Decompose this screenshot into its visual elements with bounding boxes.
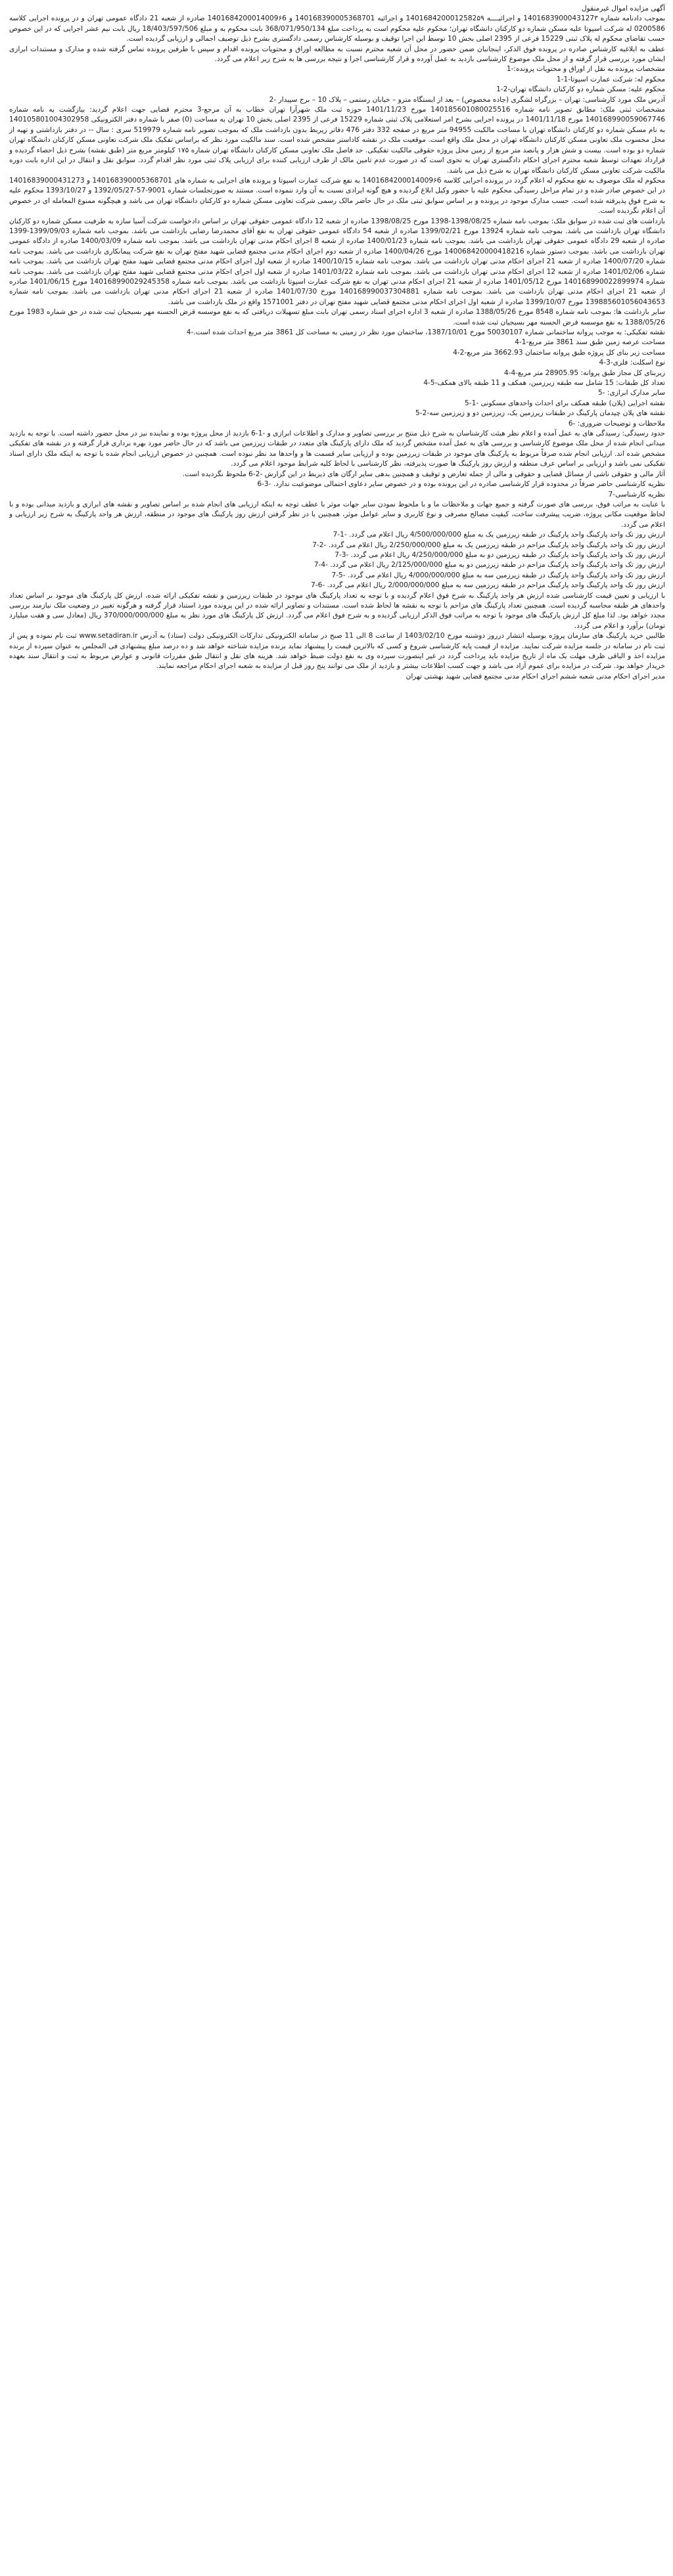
- notice-paragraph: مساحت زیر بنای کل پروژه طبق پروانه ساختمان 3662.93 متر مربع-2-4: [453, 348, 665, 357]
- notice-paragraph: ارزش روز تک واحد پارکینگ واحد پارکینگ در طبقه زیرزمین سه به مبلغ 4/000/000/000 ریال اعلام می گردد. -5-7: [331, 571, 665, 579]
- notice-paragraph: با عنایت به مراتب فوق، بررسی های صورت گرفته و جمیع جهات و ملاحظات ما و با ملحوظ نمودن سایر جهات موثر با عطف توجه به اینکه ارزیابی های انجام شده بر اساس تصاویر و نقشه های ابرازی و بازدید میدانی بوده و با لحاظ موقعیت مکانی پروژه، ضریب پیشرفت ساخت، کیفیت مصالح مصرفی و نوع کاربری و سایر عوامل موثر، همچنین با در نظر گرفتن ارزش روز پارکینگ های موجود در منطقه، ارزش هر واحد پارکینگ به شرح زیر ارزیابی و اعلام می گردد.: [9, 500, 665, 529]
- notice-paragraph: بموجب دادنامه شماره 1401683900043127۳ و اجرائیــــه 1401684200012582۵۹ و اجرائیه 140168390005368701 و 1401684200014009۶6 صادره از شعبه 21 دادگاه عمومی تهران و در پرونده اجرایی کلاسه 0200586 له شرکت اسپوتا علیه مسکن شماره دو کارکنان دانشگاه تهران؛ محکوم علیه محکوم است به پرداخت مبلغ 368/071/950/134 بابت محکوم به و مبلغ 18/403/597/506 ریال بابت نیم عشر اجرایی که در این خصوص حسب تقاضای محکوم له پلاک ثبتی 15229 فرعی از 2395 اصلی بخش 10 توسط این اجرا توقیف و بوسیله کارشناس رسمی دادگستری بشرح ذیل توصیف اجمالی و ارزیابی گردیده است.: [9, 14, 666, 43]
- notice-paragraph: مشخصات ثبتی ملک: مطابق تصویر نامه شماره 140185601080025516 مورخ 1401/11/23 حوزه ثبت ملک شهرآرا تهران خطاب به آن مرجع-3 محترم قضایی جهت اعلام گردید: بیازگشت به نامه شماره 140168990059067746 مورخ 1401/11/18 در پرونده اجرایی بشرح امر استعلامی پلاک ثبتی شماره 15229 فرعی از 2395 اصلی بخش 10 تهران به مساحت (0) صفر با شماره دفتر الکترونیکی 140105801004302958 به نام مسکن شماره دو کارکنان دانشگاه تهران با مساحت مالکیت 94955 متر مربع در صفحه 332 دفتر 476 دفاتر زیربط بدون بازداشت ملک که بموجب تصویر نامه شماره 519979 سری : سال -- در دفتر بازداشتی و تهیه از محل محسوب ملک تعاونی مسکن کارکنان دانشگاه تهران در محل ملک واقع است. موقعیت ملک در نقشه کاداستر مشخص شده است. سند مالکیت مورد نظر که براساس تفکیک ملک شرکت تعاونی مسکن کارکنان دانشگاه تهران شماره دو بوده است. بیست و شش هزار و پانصد متر مربع از زمین محل پروژه حقوقی مالکیت تفکیکی. حد فاصل ملک تعاونی مسکن کارکنان دانشگاه تهران شماره ۱۷۵ کیلومتر مربع متر (طبق نقشه) بشرح ذیل احصاء گردیده و قرارداد تعهدات توسط شعبه محترم اجرای احکام دادگستری تهران به نحوی است که در صورت عدم تامین مالک از طرف ارزیابی کننده برای ارزیابی پلاک ثبتی مورد نظر اقدام گردد. سوابق نقل و انتقال در این اداره بابت دوره مالکیت شرکت تعاونی مسکن کارکنان دانشگاه تهران به شرح ذیل می باشد.: [9, 106, 666, 175]
- notice-paragraph: ارزش روز تک واحد پارکینگ واحد پارکینگ مزاحم در طبقه زیرزمین سه به مبلغ 2/000/000/000 ریال اعلام می گردد. -6-7: [311, 581, 665, 590]
- notice-paragraph: ارزش روز تک واحد پارکینگ واحد پارکینگ مزاحم در طبقه زیرزمین یک به مبلغ 2/250/000/000 ریال اعلام می گردد. -2-7: [312, 541, 665, 549]
- notice-paragraph: آثار مالی و حقوقی ناشی از مسائل قضایی و حقوقی و مالی از جمله تعارض و توقیف و همچنین بدهی سایر ارگان های ذیربط در این گزارش -2-6 ملحوظ نگردیده است.: [182, 470, 665, 478]
- notice-title: آگهی مزایده اموال غیرمنقول: [581, 5, 665, 12]
- notice-paragraph: تعداد کل طبقات: 15 شامل سه طبقه زیرزمین، همکف و 11 طبقه بالای همکف-5-4: [423, 379, 665, 388]
- auction-notice: [0, 0, 673, 682]
- notice-paragraph: سایر مدارک ابرازی: -5: [597, 389, 665, 397]
- notice-paragraph: ارزش روز تک واحد پارکینگ واحد پارکینگ در طبقه زیرزمین دو به مبلغ 4/250/000/000 ریال اعلام می گردد. -3-7: [335, 550, 665, 559]
- notice-paragraph: مشخصات پرونده به نقل از اوراق و محتویات پرونده:-1: [506, 65, 665, 74]
- notice-paragraph: نقشه اجرایی (پلان) طبقه همکف برای احداث واحدهای مسکونی -1-5: [465, 399, 665, 407]
- notice-paragraph: نقشه تفکیکی: به موجب پروانه ساختمانی شماره 50030107 مورخ 1387/10/01، ساختمان مورد نظر در زمینی به مساحت کل 3861 متر مربع احداث شده است.-4: [186, 328, 665, 336]
- notice-paragraph: مساحت عرصه زمین طبق سند 3861 متر مربع-1-4: [515, 338, 665, 347]
- notice-paragraph: نقشه های پلان چیدمان پارکینگ در طبقات زیرزمین یک، زیرزمین دو و زیرزمین سه-2-5: [415, 409, 665, 418]
- notice-paragraph: محکوم علیه: مسکن شماره دو کارکنان دانشگاه تهران-2-1: [496, 85, 665, 94]
- notice-paragraph: نوع اسکلت: فلزی-3-4: [599, 359, 665, 367]
- notice-paragraph: محکوم له: شرکت عمارت اسپوتا-1-1: [556, 75, 665, 83]
- notice-paragraph: ارزش روز تک واحد پارکینگ واحد پارکینگ در طبقه زیرزمین یک به مبلغ 4/500/000/000 ریال اعلام می گردد. -1-7: [333, 531, 665, 539]
- notice-paragraph: آدرس ملک مورد کارشناسی: تهران – بزرگراه لشگری (جاده مخصوص) – بعد از ایستگاه مترو – خیابان رستمی – پلاک 10 – برج سپیدار -2: [269, 95, 665, 104]
- notice-paragraph: ملاحظات و توضیحات ضروری: -6: [568, 419, 665, 428]
- notice-paragraph: مدیر اجرای احکام مدنی شعبه ششم اجرای احکام مدنی مجتمع قضایی شهید بهشتی تهران: [406, 672, 665, 680]
- notice-paragraph: ارزش روز تک واحد پارکینگ واحد پارکینگ مزاحم در طبقه زیرزمین دو به مبلغ 2/125/000/000 ریال اعلام می گردد. -4-7: [313, 561, 665, 569]
- notice-paragraph: نظریه کارشناسی-7: [608, 490, 665, 499]
- notice-paragraph: عطف به ابلاغیه کارشناس صادره در پرونده فوق الذکر، اینجانبان ضمن حضور در محل آن شعبه محترم نسبت به مطالعه اوراق و محتویات پرونده اقدام و سپس با طرفین پرونده تماس گرفته شده و مدارک و مستندات ابرازی ایشان مورد بررسی قرار گرفته و از محل ملک موضوع کارشناسی بازدید به عمل آورده و قرار کارشناسی اجرا و نتیجه بررسی ها به شرح زیر اعلام می گردد.: [9, 45, 665, 64]
- notice-paragraph: با ارزیابی و تعیین قیمت کارشناسی شده ارزش هر واحد پارکینگ به شرح فوق اعلام گردیده و با توجه به تعداد پارکینگ های موجود در طبقات زیرزمین و نقشه تفکیکی ارائه شده، ارزش کل پارکینگ های موجود بر اساس تعداد واحدهای هر طبقه محاسبه گردیده است. همچنین تعداد پارکینگ های مزاحم با توجه به نقشه ها لحاظ شده است. مستندات و تصاویر ارائه شده در این پرونده مورد استناد قرار گرفته و هرگونه تغییر در وضعیت ملک نیازمند بررسی مجدد خواهد بود. لذا مبلغ کل ارزش پارکینگ های موجود با توجه به مراتب فوق الذکر ارزیابی گردیده و به شرح فوق اعلام می گردد. ارزش کل پارکینگ های مورد نظر به مبلغ 370/000/000/000 ریال (معادل سی و هفت میلیارد تومان) برآورد و اعلام می گردد.: [9, 591, 666, 630]
- notice-paragraph: محکوم له ملک موصوف به نفع محکوم له اعلام گردد در پرونده اجرایی کلاسه 1401684200014009۶6 به نفع شرکت عمارت اسپوتا و پرونده های اجرایی به شماره های 140168390005368701 و 14016839000431273 در این خصوص صادر شده و در تمام مراحل رسیدگی محکوم علیه با حضور وکیل ابلاغ گردیده و هیچ گونه ایرادی نسبت به آن وارد ننموده است. مستند به صورتجلسات شماره 9001-57-1392/05/27 و 1393/10/27 محکوم علیه به شرح فوق پذیرفته شده است. حسب مدارک موجود در پرونده و بر اساس سوابق ثبتی ملک در حال حاضر مالک رسمی شرکت تعاونی مسکن شماره دو کارکنان دانشگاه تهران می باشد و هیچگونه ممنوع المعامله ای در خصوص آن اعلام نگردیده است.: [9, 176, 666, 215]
- notice-paragraph: زیربنای کل مجاز طبق پروانه: 28905.95 متر مربع-4-4: [503, 368, 665, 377]
- notice-paragraph: سایر بازداشت ها: بموجب نامه شماره 8548 مورخ 1388/05/26 صادره از شعبه 3 اداره اجرای اسناد رسمی تهران بابت مبلغ تسهیلات دریافتی که به نفع موسسه قرض الحسنه مهر بسیجیان ثبت شده در حق شماره 1983 مورخ 1388/05/26 به نفع موسسه قرض الحسنه مهر بسیجیان ثبت شده است.: [9, 308, 665, 326]
- notice-paragraph: حدود رسیدگی: رسیدگی های به عمل آمده و اعلام نظر هیئت کارشناسان به شرح ذیل منتج بر بررسی تصاویر و مدارک و اطلاعات ابرازی و -1-6 بازدید از محل پروژه بوده و نماینده نیز در محل حضور داشته است. با توجه به بازدید میدانی انجام شده از محل ملک موضوع کارشناسی و بررسی های به عمل آمده مشخص گردید که ملک دارای پارکینگ های متعدد در طبقات زیرزمین می باشد که در حال حاضر مورد بهره برداری قرار گرفته و در نقشه های تفکیکی مشخص شده اند. ارزیابی انجام شده صرفاً مربوط به پارکینگ های موجود در طبقات زیرزمین بوده و ارزیابی سایر قسمت ها و واحدها مد نظر نبوده است. همچنین در خصوص ارزیابی انجام شده با توجه به اینکه ملک دارای اسناد تفکیکی نمی باشد و ارزیابی بر اساس عرف منطقه و ارزش روز پارکینگ ها صورت پذیرفته، نظر کارشناسی با لحاظ کلیه شرایط موجود اعلام می گردد.: [9, 430, 665, 468]
- notice-paragraph: طالبین خرید پارکینگ های سازمان پروژه بوسیله انتشار درروز دوشنبه مورخ 1403/02/10 از ساعت 8 الی 11 صبح در سامانه الکترونیکی تدارکات الکترونیکی دولت (ستاد) به آدرس www.setadiran.ir ثبت نام نموده و پس از ثبت نام در سامانه در جلسه مزایده شرکت نمایند. مزایده از قیمت پایه کارشناسی شروع و کسی که بالاترین قیمت را پیشنهاد نماید برنده مزایده شناخته خواهد شد و ده درصد مبلغ پیشنهادی فی المجلس به عنوان سپرده از برنده مزایده اخذ و الباقی ظرف مهلت یک ماه از تاریخ مزایده باید پرداخت گردد در غیر اینصورت سپرده وی به نفع دولت ضبط خواهد شد. هزینه های نقل و انتقال طبق مقررات قانونی و عوارض مربوط به ثبت و انتقال سند بعهده خریدار خواهد بود. شرکت در مزایده برای عموم آزاد می باشد و جهت کسب اطلاعات بیشتر و بازدید از ملک می توانند پنج روز قبل از مزایده به شعبه اجرای احکام مراجعه نمایند.: [9, 632, 665, 671]
- notice-paragraph: بازداشت های ثبت شده در سوابق ملک: بموجب نامه شماره 1398/08/25-1398 مورخ 1398/08/25 صادره از شعبه 12 دادگاه عمومی حقوقی تهران بر اساس دادخواست شرکت آسیا سازه به طرفیت مسکن شماره دو کارکنان دانشگاه تهران بازداشت می باشد. بموجب نامه شماره 13924 مورخ 1399/02/21 صادره از شعبه 54 دادگاه عمومی حقوقی تهران به نفع آقای محمدرضا رضایی بازداشت می باشد. بموجب نامه شماره 1399/09/03-1399 صادره از شعبه 29 دادگاه عمومی حقوقی تهران بازداشت می باشد. بموجب نامه شماره 1400/01/23 صادره از شعبه 8 اجرای احکام مدنی تهران بازداشت می باشد. بموجب نامه شماره 1400/03/09 صادره از دادگاه عمومی تهران بازداشت می باشد. بموجب دستور شماره 140068420000418216 مورخ 1400/04/26 صادره از شعبه دوم اجرای احکام مدنی مجتمع قضایی شهید مفتح تهران به نفع شرکت پیمانکاری بازداشت می باشد. بموجب نامه شماره 1400/07/20 صادره از شعبه 21 اجرای احکام مدنی تهران بازداشت می باشد. بموجب نامه شماره 1400/10/15 صادره از شعبه اول اجرای احکام مدنی مجتمع قضایی شهید مفتح تهران بازداشت می باشد. بموجب نامه شماره 1401/02/06 صادره از شعبه 12 اجرای احکام مدنی تهران بازداشت می باشد. بموجب نامه شماره 1401/03/22 صادره از شعبه اول اجرای احکام مدنی مجتمع قضایی شهید مفتح تهران بازداشت می باشد. بموجب نامه شماره 140168990022899974 مورخ 1401/05/12 صادره از شعبه 21 اجرای احکام مدنی تهران به نفع شرکت عمارت اسپوتا بازداشت می باشد. بموجب نامه شماره 140168990029245358 مورخ 1401/06/15 صادره از شعبه 21 اجرای احکام مدنی تهران بازداشت می باشد. بموجب نامه شماره 140168990037304881 مورخ 1401/07/30 صادره از شعبه 21 اجرای احکام مدنی تهران بازداشت می باشد. بموجب نامه شماره 139885601056043653 مورخ 1399/10/07 صادره از شعبه اول اجرای احکام مدنی مجتمع قضایی شهید مفتح تهران در دفتر 1571001 واقع در ملک بازداشت می باشد.: [9, 217, 666, 306]
- notice-paragraph: نظریه کارشناسی حاضر صرفاً در محدوده قرار کارشناسی صادره در این پرونده بوده و در خصوص سایر دعاوی احتمالی موضوعیت ندارد. -3-6: [257, 480, 665, 489]
